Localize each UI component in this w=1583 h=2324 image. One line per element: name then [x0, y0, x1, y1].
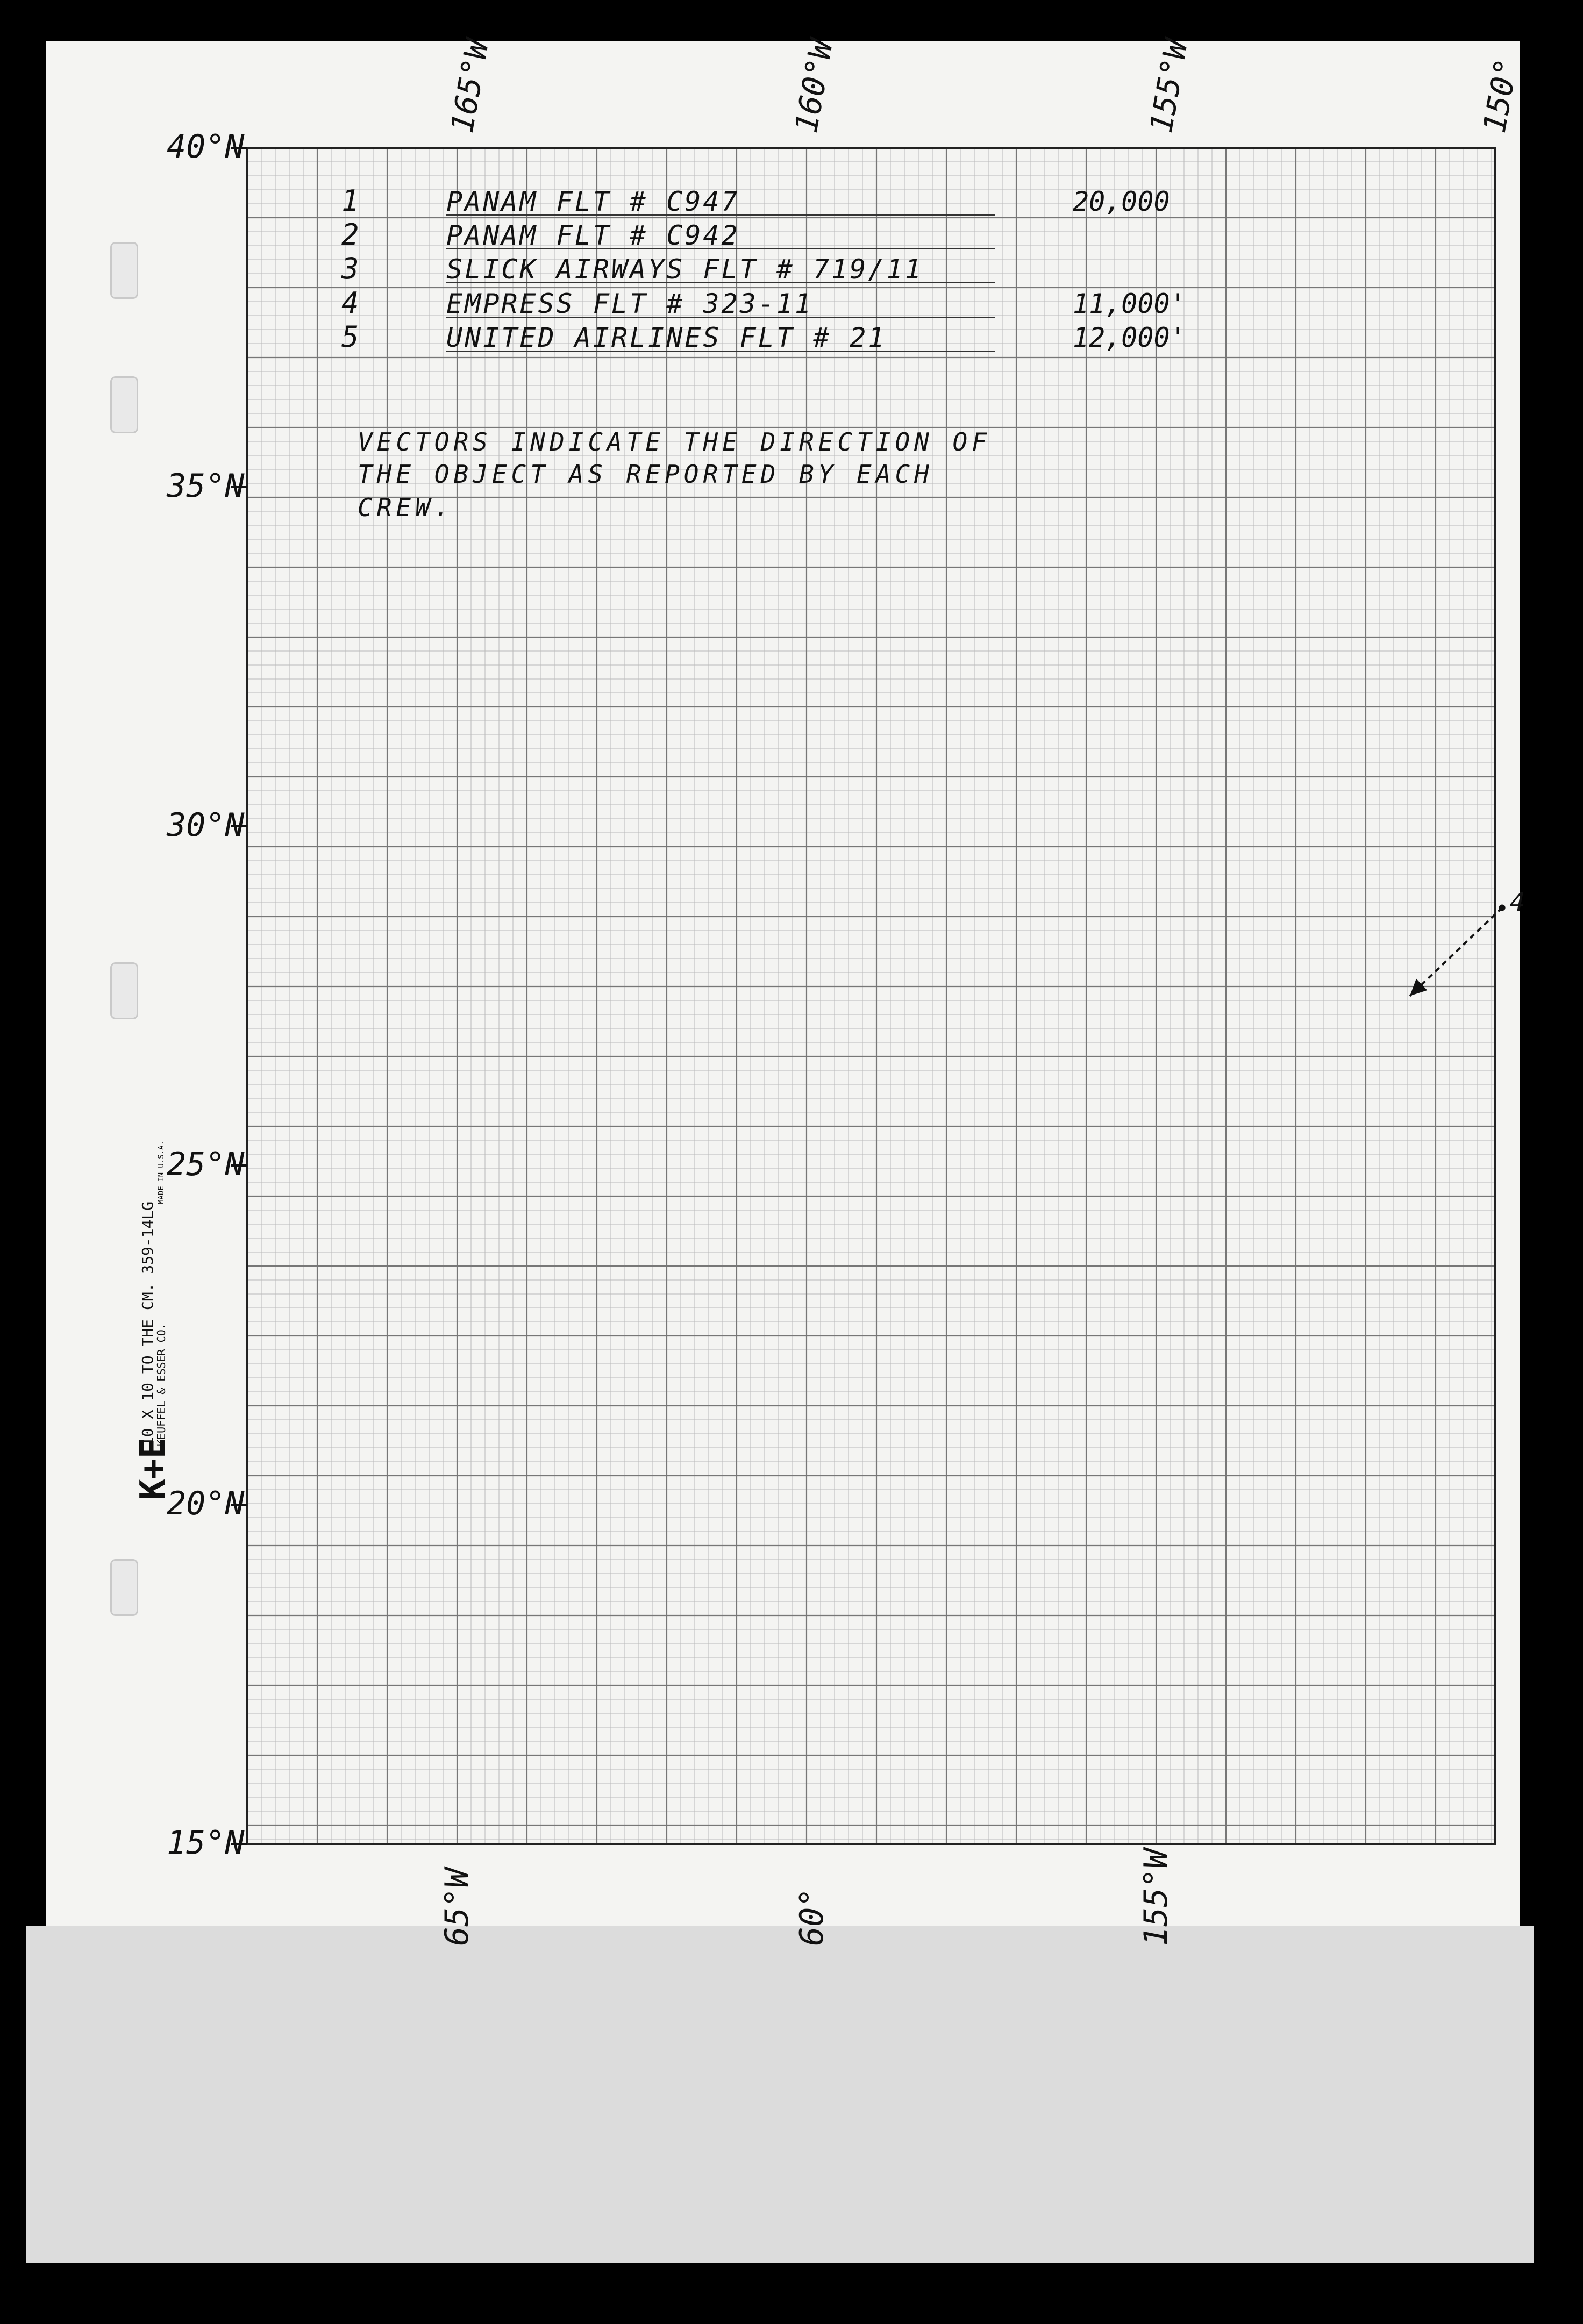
note-line: VECTORS INDICATE THE DIRECTION OF: [358, 427, 991, 456]
flight-altitude: 11,000': [1073, 288, 1186, 319]
flight-number: 5: [341, 320, 359, 354]
flight-number: 2: [341, 218, 359, 252]
latitude-label: 40°N: [167, 128, 245, 166]
flight-number: 1: [341, 184, 359, 218]
paper-maker-line: KEUFFEL & ESSER CO.: [155, 1323, 168, 1446]
longitude-label-top: 155°W: [1142, 37, 1195, 136]
vector-line: [1410, 907, 1502, 996]
longitude-label-top: 165°W: [443, 37, 496, 136]
vector-arrows: [1410, 887, 1525, 996]
latitude-labels: [166, 128, 245, 1862]
note-line: CREW.: [358, 493, 454, 522]
grid-border: [247, 148, 1495, 1844]
paper-origin-line: MADE IN U.S.A.: [157, 1140, 166, 1204]
latitude-label: 25°N: [167, 1146, 245, 1183]
latitude-ticks: [231, 148, 247, 1844]
flight-name: SLICK AIRWAYS FLT # 719/11: [446, 254, 923, 285]
longitude-label-top: 150°: [1475, 55, 1525, 136]
vector-note: [358, 427, 991, 522]
vector-label: 4: [1509, 887, 1525, 918]
flight-name: EMPRESS FLT # 323-11: [446, 288, 814, 319]
longitude-labels-top: [444, 35, 1525, 136]
longitude-label-top: 160°W: [787, 37, 840, 136]
longitude-label-bottom: 65°W: [438, 1868, 476, 1946]
note-line: THE OBJECT AS REPORTED BY EACH: [358, 460, 933, 489]
flight-name: PANAM FLT # C942: [446, 220, 740, 251]
flight-list: [341, 184, 1186, 354]
longitude-label-bottom: 60°: [793, 1887, 831, 1946]
flight-name: PANAM FLT # C947: [446, 186, 740, 217]
flight-number: 3: [341, 252, 359, 285]
latitude-label: 30°N: [167, 806, 245, 844]
latitude-label: 20°N: [167, 1485, 245, 1522]
flight-number: 4: [341, 286, 359, 320]
longitude-label-bottom: 155°W: [1137, 1849, 1175, 1946]
flight-altitude: 12,000': [1073, 322, 1186, 353]
latitude-label: 15°N: [167, 1824, 245, 1862]
flight-name: UNITED AIRLINES FLT # 21: [446, 322, 887, 353]
grid-minor-lines: [247, 148, 1495, 1844]
grid-major-lines: [247, 148, 1495, 1844]
latitude-label: 35°N: [167, 467, 245, 505]
ke-logo: K+E: [133, 1438, 173, 1500]
paper-spec-line: 10 X 10 TO THE CM. 359-14LG: [139, 1201, 156, 1446]
vector-origin-dot: [1499, 904, 1506, 911]
longitude-labels-bottom: [438, 1847, 1175, 1946]
flight-altitude: 20,000: [1073, 186, 1170, 217]
